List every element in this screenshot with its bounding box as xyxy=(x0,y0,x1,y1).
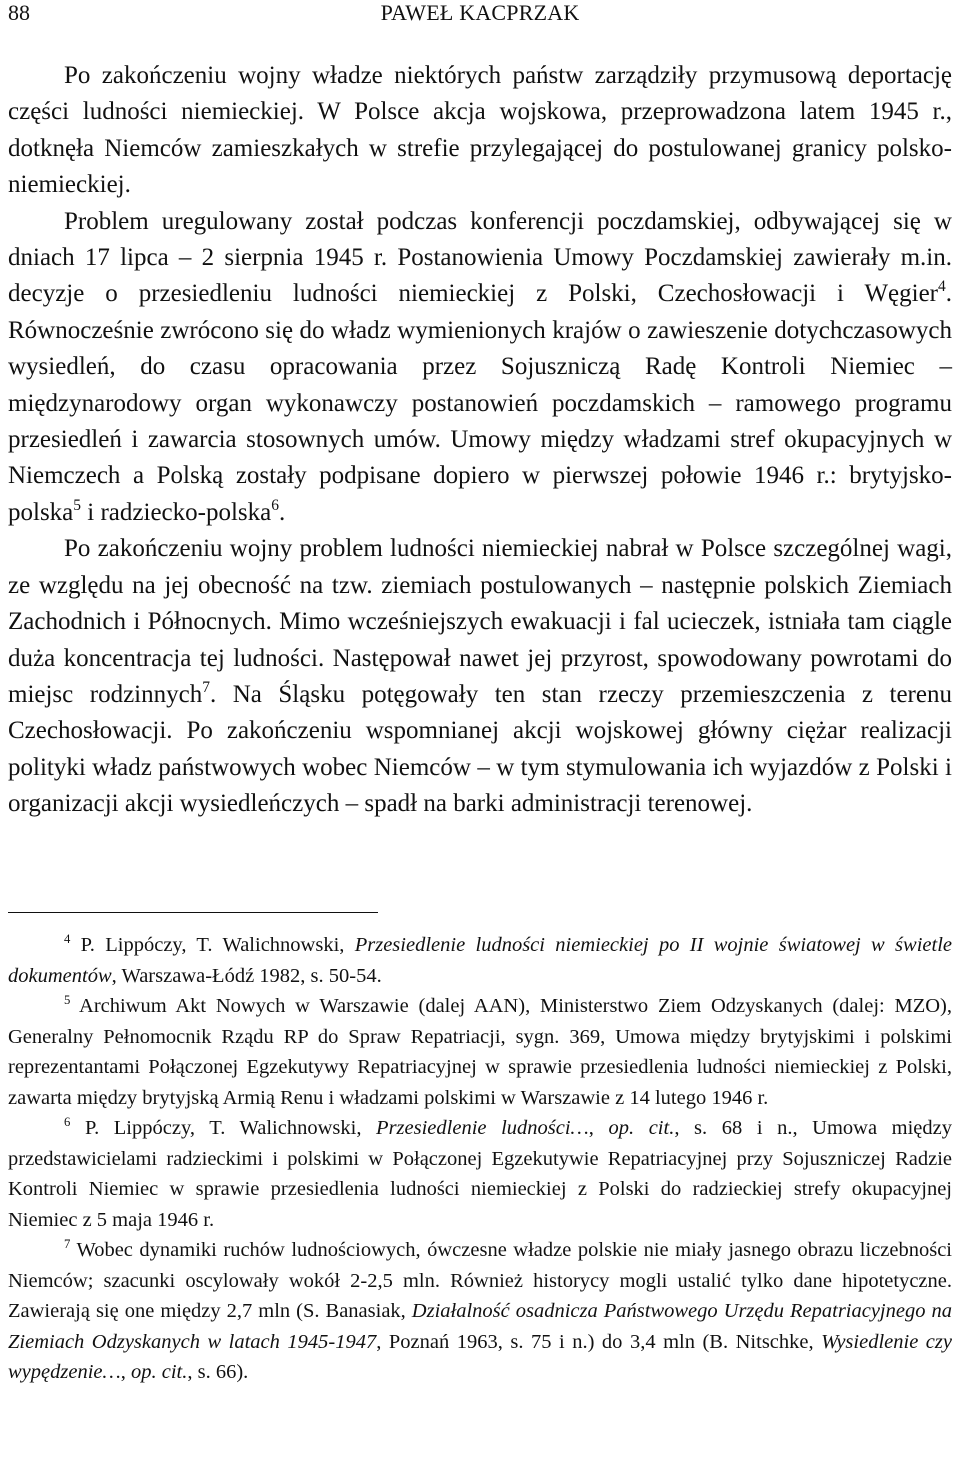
footnote-7-text-b: , Poznań 1963, s. 75 i n.) do 3,4 mln (B. Nitschke, xyxy=(376,1330,822,1353)
footnote-4 xyxy=(8,930,952,991)
footnotes xyxy=(8,930,952,1388)
footnote-5-text: Archiwum Akt Nowych w Warszawie (dalej AAN), Ministerstwo Ziem Odzyskanych (dalej: MZO), Generalny Pełnomocnik Rządu RP do Spraw Repatriacji, sygn. 369, Umowa między brytyjskimi i polskimi reprezentantami Połączonej Egzekutywy Repatriacyjnej w sprawie przesiedlenia ludności niemieckiej z Polski, zawarta między brytyjską Armią Renu i władzami polskimi w Warszawie z 14 lutego 1946 r. xyxy=(8,995,952,1109)
paragraph-3-part-a: Po zakończeniu wojny problem ludności niemieckiej nabrał w Polsce szczególnej wagi, ze względu na jej obecność na tzw. ziemiach postulowanych – następnie polskich Ziemiach Zachodnich i Północnych. Mimo wcześniejszych ewakuacji i fal ucieczek, istniała tam ciągle duża koncentracja tej ludności. Następował nawet jej przyrost, spowodowany powrotami do miejsc rodzinnych xyxy=(8,535,952,708)
footnote-7-opcit: op. cit. xyxy=(130,1361,188,1383)
footnote-4-text-a: P. Lippóczy, T. Walichnowski, xyxy=(70,934,355,956)
footnote-mark-7: 7 xyxy=(64,1236,71,1251)
footnote-mark-6: 6 xyxy=(64,1114,71,1129)
footnote-5 xyxy=(8,991,952,1113)
footnote-6-title: Przesiedlenie ludności… xyxy=(376,1117,589,1139)
paragraph-1: Po zakończeniu wojny władze niektórych państw zarządziły przymusową deportację części ludności niemieckiej. W Polsce akcja wojskowa, przeprowadzona latem 1945 r., dotknęła Niemców zamieszkałych w strefie przylegającej do postulowanej granicy polsko-niemieckiej. xyxy=(8,62,952,199)
paragraph-3-part-b: . Na Śląsku potęgowały ten stan rzeczy przemieszczenia z terenu Czechosłowacji. Po zakończeniu wspomnianej akcji wojskowej główny ciężar realizacji polityki władz państwowych wobec Niemców – w tym stymulowania ich wyjazdów z Polski i organizacji akcji wysiedleńczych – spadł na barki administracji terenowej. xyxy=(8,680,952,818)
paragraph-2-part-b: . Równocześnie zwrócono się do władz wymienionych krajów o zawieszenie dotychczasowych wysiedleń, do czasu opracowania przez Sojuszniczą Radę Kontroli Niemiec – międzynarodowy organ wykonawczy postanowień poczdamskich – ramowego programu przesiedleń i zawarcia stosownych umów. Umowy między władzami stref okupacyjnych w Niemczech a Polską zostały podpisane dopiero w pierwszej połowie 1946 r.: brytyjsko-polska xyxy=(8,280,952,526)
footnote-6-text-c: , s. 68 i n., Umowa między przedstawicielami radzieckimi i polskimi w Połączonej Egzekutywie Repatriacyjnej przy Sojuszniczej Radzie Kontroli Niemiec w sprawie przesiedlenia ludności niemieckiej z Polski do radzieckiej strefy okupacyjnej Niemiec z 5 maja 1946 r. xyxy=(8,1117,953,1231)
running-head: PAWEŁ KACPRZAK xyxy=(380,0,580,25)
footnote-6-opcit: op. cit. xyxy=(608,1117,675,1139)
footnote-7-title-1: Działalność osadnicza Państwowego Urzędu Repatriacyjnego na Ziemiach Odzyskanych w latach 1945-1947 xyxy=(8,1300,952,1353)
footnote-ref-7[interactable]: 7 xyxy=(202,678,210,696)
footnote-4-text-b: , Warszawa-Łódź 1982, s. 50-54. xyxy=(111,964,382,987)
main-text xyxy=(8,58,952,823)
paragraph-3 xyxy=(8,531,952,822)
paragraph-2-part-a: Problem uregulowany został podczas konferencji poczdamskiej, odbywającej się w dniach 17 lipca – 2 sierpnia 1945 r. Postanowienia Umowy Poczdamskiej zawierały m.in. decyzje o przesiedleniu ludności niemieckiej z Polski, Czechosłowacji i Węgier xyxy=(8,207,952,308)
footnote-7-text-d: , s. 66). xyxy=(187,1361,249,1383)
footnote-mark-5: 5 xyxy=(64,992,71,1007)
footnote-7-text-c: , xyxy=(120,1361,131,1383)
footnote-6-text-a: P. Lippóczy, T. Walichnowski, xyxy=(70,1117,377,1139)
footnote-mark-4: 4 xyxy=(64,931,71,946)
footnote-ref-5[interactable]: 5 xyxy=(73,496,82,514)
footnote-7-text-a: Wobec dynamiki ruchów ludnościowych, ówczesne władze polskie nie miały jasnego obrazu liczebności Niemców; szacunki oscylowały wokół 2-2,5 mln. Również historycy mogli ustalić tylko dane hipotetyczne. Zawierają się one między 2,7 mln (S. Banasiak, xyxy=(8,1239,952,1322)
footnote-separator xyxy=(8,912,378,913)
paragraph-2-part-d: . xyxy=(278,498,286,526)
footnote-ref-6[interactable]: 6 xyxy=(271,496,279,514)
page-header xyxy=(8,0,952,26)
footnote-7-title-2: Wysiedlenie czy wypędzenie… xyxy=(8,1330,952,1383)
footnote-ref-4[interactable]: 4 xyxy=(938,278,946,296)
footnote-6-text-b: , xyxy=(588,1117,609,1139)
paragraph-2 xyxy=(8,204,952,532)
page-number: 88 xyxy=(8,0,30,25)
footnote-7 xyxy=(8,1235,952,1388)
footnote-6 xyxy=(8,1113,952,1235)
paragraph-2-part-c: i radziecko-polska xyxy=(81,498,272,526)
footnote-4-title: Przesiedlenie ludności niemieckiej po II wojnie światowej w świetle dokumentów xyxy=(8,934,952,987)
